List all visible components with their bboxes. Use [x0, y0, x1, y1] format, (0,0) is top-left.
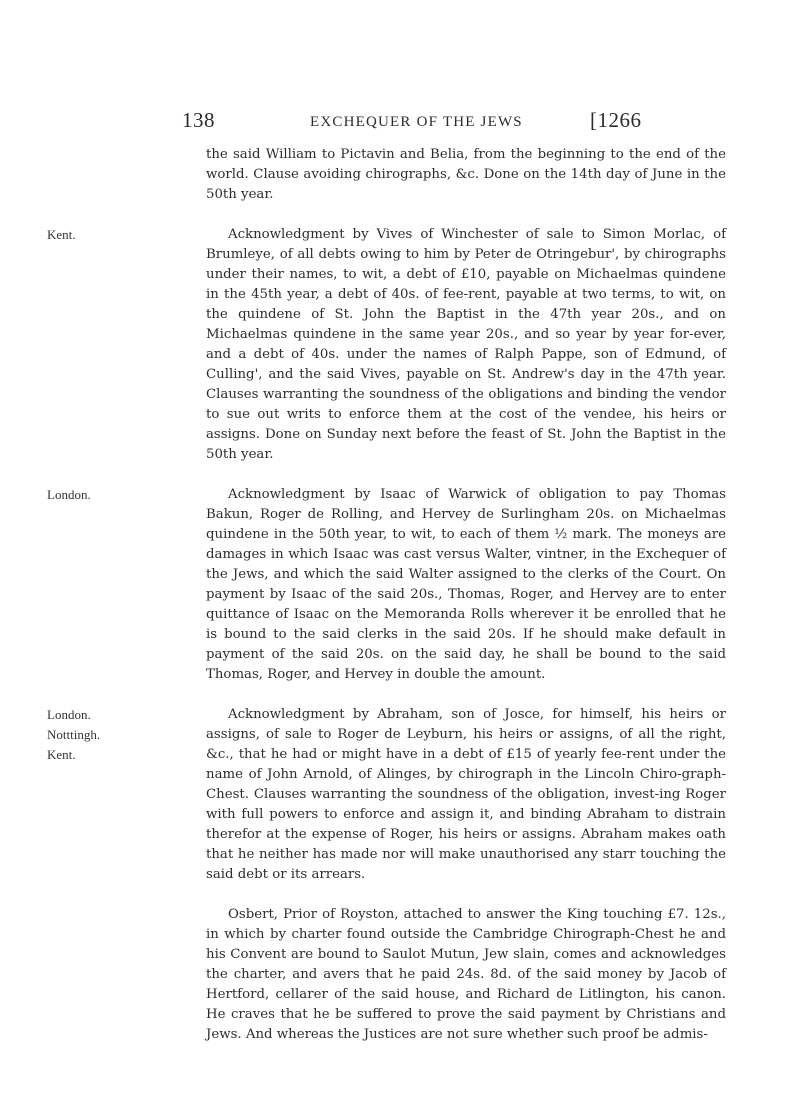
margin-note: [47, 485, 167, 505]
margin-county: London.: [47, 707, 91, 722]
running-year: [1266: [590, 108, 642, 132]
entry-kent: [47, 225, 726, 465]
entry-london: [47, 485, 726, 685]
page-number: 138: [182, 108, 215, 132]
body-text: [47, 145, 726, 1045]
entry-osbert: [206, 905, 726, 1045]
entry-text: Acknowledgment by Isaac of Warwick of obligation to pay Thomas Bakun, Roger de Rolling, and Hervey de Surlingham 20s. on Michaelmas quindene in the 50th year, to wit, to each of them ½ mark. The moneys are damages in which Isaac was cast versus Walter, vintner, in the Exchequer of the Jews, and which the said Walter assigned to the clerks of the Court. On payment by Isaac of the said 20s., Thomas, Roger, and Hervey are to enter quittance of Isaac on the Memoranda Rolls wherever it be enrolled that he is bound to the said clerks in the said 20s. If he should make default in payment of the said 20s. on the said day, he shall be bound to the said Thomas, Roger, and Hervey in double the amount.: [206, 487, 726, 682]
running-head: [0, 108, 800, 138]
entry-text: Acknowledgment by Vives of Winchester of sale to Simon Morlac, of Brumleye, of all debts owing to him by Peter de Otringebur', by chirographs under their names, to wit, a debt of £10, payable on Michaelmas quindene in the 45th year, a debt of 40s. of fee-rent, payable at two terms, to wit, on the quindene of St. John the Baptist in the 47th year 20s., and on Michaelmas quindene in the same year 20s., and so year by year for-ever, and a debt of 40s. under the names of Ralph Pappe, son of Edmund, of Culling', and the said Vives, payable on St. Andrew's day in the 47th year. Clauses warranting the soundness of the obligations and binding the vendor to sue out writs to enforce them at the cost of the vendee, his heirs or assigns. Done on Sunday next before the feast of St. John the Baptist in the 50th year.: [206, 227, 726, 462]
entry-london-nottingh-kent: [47, 705, 726, 885]
entry-continuation: [206, 145, 726, 205]
entry-text: Acknowledgment by Abraham, son of Josce, for himself, his heirs or assigns, of sale to Roger de Leyburn, his heirs or assigns, of all the right, &c., that he had or might have in a debt of £15 of yearly fee-rent under the name of John Arnold, of Alinges, by chirograph in the Lincoln Chiro-graph-Chest. Clauses warranting the soundness of the obligation, invest-ing Roger with full powers to enforce and assign it, and binding Abraham to distrain therefor at the expense of Roger, his heirs or assigns. Abraham makes oath that he neither has made nor will make unauthorised any starr touching the said debt or its arrears.: [206, 707, 726, 882]
entry-text: the said William to Pictavin and Belia, from the beginning to the end of the world. Clause avoiding chirographs, &c. Done on the 14th day of June in the 50th year.: [206, 147, 726, 202]
margin-county: Kent.: [47, 747, 76, 762]
margin-county: Notttingh.: [47, 727, 101, 742]
entry-text: Osbert, Prior of Royston, attached to answer the King touching £7. 12s., in which by charter found outside the Cambridge Chirograph-Chest he and his Convent are bound to Saulot Mutun, Jew slain, comes and acknowledges the charter, and avers that he paid 24s. 8d. of the said money by Jacob of Hertford, cellarer of the said house, and Richard de Litlington, his canon. He craves that he be suffered to prove the said payment by Christians and Jews. And whereas the Justices are not sure whether such proof be admis-: [206, 907, 726, 1042]
margin-county: Kent.: [47, 227, 76, 242]
margin-note: [47, 705, 167, 765]
running-title: EXCHEQUER OF THE JEWS: [310, 114, 523, 130]
margin-county: London.: [47, 487, 91, 502]
margin-note: [47, 225, 167, 245]
